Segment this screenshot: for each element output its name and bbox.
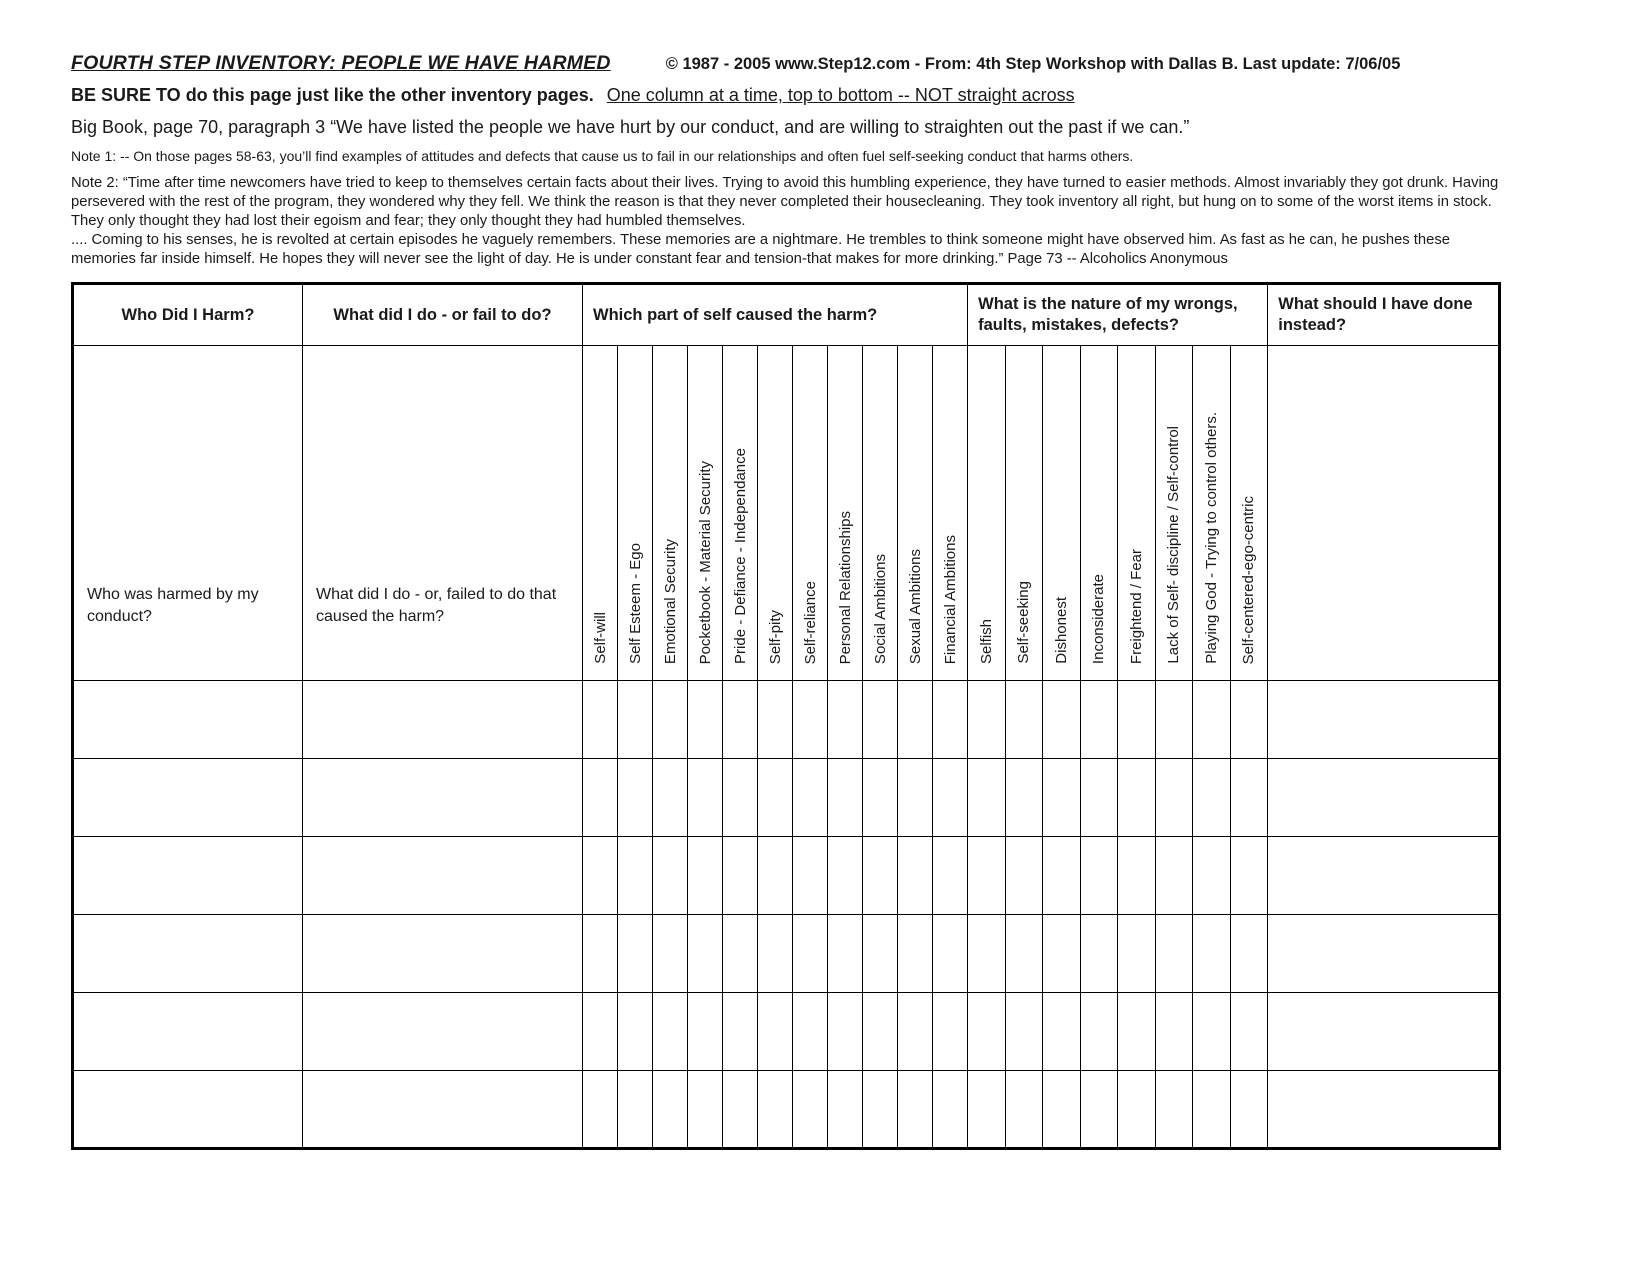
inventory-cell	[1268, 759, 1500, 837]
inventory-cell	[618, 759, 653, 837]
inventory-cell	[1268, 837, 1500, 915]
inventory-cell	[73, 681, 303, 759]
inventory-cell	[793, 759, 828, 837]
inventory-row	[73, 837, 1500, 915]
col-label-emotional-security: Emotional Security	[653, 346, 688, 681]
inventory-cell	[688, 915, 723, 993]
inventory-cell	[303, 837, 583, 915]
inventory-cell	[828, 915, 863, 993]
inventory-cell	[1043, 837, 1081, 915]
inventory-cell	[933, 681, 968, 759]
inventory-cell	[968, 759, 1006, 837]
inventory-cell	[1155, 759, 1193, 837]
inventory-cell	[653, 681, 688, 759]
header-line-1	[71, 52, 1651, 75]
col-label-self-will: Self-will	[583, 346, 618, 681]
inventory-cell	[793, 837, 828, 915]
inventory-cell	[898, 993, 933, 1071]
inventory-cell	[1043, 915, 1081, 993]
inventory-cell	[758, 993, 793, 1071]
inventory-cell	[1155, 681, 1193, 759]
inventory-cell	[618, 681, 653, 759]
inventory-cell	[1043, 759, 1081, 837]
col-label-selfish: Selfish	[968, 346, 1006, 681]
inventory-cell	[1230, 993, 1268, 1071]
inventory-cell	[758, 915, 793, 993]
inventory-cell	[303, 993, 583, 1071]
col-label-inconsiderate: Inconsiderate	[1080, 346, 1118, 681]
inventory-cell	[583, 681, 618, 759]
inventory-cell	[583, 1071, 618, 1149]
header-what-did-i-do: What did I do - or fail to do?	[303, 284, 583, 346]
inventory-cell	[1080, 681, 1118, 759]
inventory-cell	[688, 993, 723, 1071]
inventory-cell	[303, 1071, 583, 1149]
inventory-cell	[653, 915, 688, 993]
inventory-cell	[688, 681, 723, 759]
inventory-cell	[933, 993, 968, 1071]
inventory-cell	[618, 1071, 653, 1149]
col-label-personal-relationships: Personal Relationships	[828, 346, 863, 681]
inventory-cell	[1193, 681, 1231, 759]
inventory-cell	[793, 1071, 828, 1149]
inventory-cell	[1005, 759, 1043, 837]
inventory-cell	[1005, 1071, 1043, 1149]
inventory-cell	[1080, 759, 1118, 837]
inventory-cell	[1268, 915, 1500, 993]
inventory-cell	[1155, 915, 1193, 993]
header-line-2	[71, 85, 1651, 106]
note-1: Note 1: -- On those pages 58-63, you’ll find examples of attitudes and defects that cause us to fail in our relationships and often fuel self-seeking conduct that harms others.	[71, 148, 1134, 164]
inventory-cell	[863, 993, 898, 1071]
inventory-cell	[968, 1071, 1006, 1149]
inventory-cell	[723, 681, 758, 759]
inventory-cell	[828, 681, 863, 759]
inventory-cell	[653, 759, 688, 837]
inventory-cell	[1193, 915, 1231, 993]
inventory-cell	[1230, 837, 1268, 915]
inventory-cell	[1005, 837, 1043, 915]
col-label-self-esteem-ego: Self Esteem - Ego	[618, 346, 653, 681]
inventory-cell	[1118, 915, 1156, 993]
inventory-cell	[303, 759, 583, 837]
inventory-cell	[723, 837, 758, 915]
subheader-who-harmed: Who was harmed by my conduct?	[73, 346, 303, 681]
inventory-row	[73, 993, 1500, 1071]
inventory-row	[73, 681, 1500, 759]
inventory-cell	[793, 993, 828, 1071]
page-title: FOURTH STEP INVENTORY: PEOPLE WE HAVE HARMED	[71, 52, 611, 74]
header-nature-of-wrongs: What is the nature of my wrongs, faults, mistakes, defects?	[968, 284, 1268, 346]
note-2-paragraph-1: Note 2: “Time after time newcomers have tried to keep to themselves certain facts about their lives. Trying to avoid this humbling experience, they have turned to easier methods. Almost invariably they got drunk. Having persevered with the rest of the program, they wondered why they fell. We think the reason is that they never completed their housecleaning. They took inventory all right, but hung on to some of the worst items in stock. They only thought they had lost their egoism and fear; they only thought they had humbled themselves.	[71, 175, 1499, 229]
inventory-cell	[688, 837, 723, 915]
instruction-underline: One column at a time, top to bottom -- NOT straight across	[606, 85, 1075, 105]
inventory-cell	[863, 915, 898, 993]
inventory-cell	[828, 759, 863, 837]
inventory-cell	[73, 915, 303, 993]
inventory-cell	[968, 993, 1006, 1071]
inventory-cell	[1193, 759, 1231, 837]
inventory-cell	[723, 1071, 758, 1149]
inventory-cell	[1118, 993, 1156, 1071]
subheader-instead-empty	[1268, 346, 1500, 681]
inventory-body	[73, 681, 1500, 1149]
col-label-financial-ambitions: Financial Ambitions	[933, 346, 968, 681]
inventory-cell	[583, 759, 618, 837]
instruction-bold: BE SURE TO do this page just like the other inventory pages.	[71, 85, 594, 105]
inventory-cell	[793, 681, 828, 759]
inventory-cell	[758, 837, 793, 915]
inventory-cell	[1155, 993, 1193, 1071]
inventory-cell	[1268, 993, 1500, 1071]
inventory-cell	[723, 759, 758, 837]
inventory-cell	[863, 681, 898, 759]
inventory-cell	[583, 915, 618, 993]
inventory-cell	[758, 759, 793, 837]
inventory-cell	[1230, 759, 1268, 837]
inventory-cell	[1268, 681, 1500, 759]
inventory-cell	[1268, 1071, 1500, 1149]
inventory-cell	[583, 837, 618, 915]
inventory-cell	[1043, 681, 1081, 759]
inventory-row	[73, 1071, 1500, 1149]
inventory-cell	[1005, 993, 1043, 1071]
header-which-part-of-self: Which part of self caused the harm?	[583, 284, 968, 346]
inventory-cell	[73, 993, 303, 1071]
col-label-lack-of-self-discipline: Lack of Self- discipline / Self-control	[1155, 346, 1193, 681]
inventory-table	[71, 282, 1501, 1150]
inventory-cell	[793, 915, 828, 993]
inventory-cell	[828, 837, 863, 915]
col-label-pocketbook-material-security: Pocketbook - Material Security	[688, 346, 723, 681]
inventory-cell	[1230, 915, 1268, 993]
inventory-cell	[1080, 993, 1118, 1071]
col-label-pride-defiance-independance: Pride - Defiance - Independance	[723, 346, 758, 681]
inventory-cell	[1080, 915, 1118, 993]
inventory-cell	[898, 915, 933, 993]
inventory-cell	[1118, 1071, 1156, 1149]
inventory-cell	[758, 1071, 793, 1149]
col-label-self-centered-ego-centric: Self-centered-ego-centric	[1230, 346, 1268, 681]
inventory-cell	[1043, 1071, 1081, 1149]
inventory-cell	[303, 915, 583, 993]
inventory-cell	[1118, 681, 1156, 759]
col-label-playing-god: Playing God - Trying to control others.	[1193, 346, 1231, 681]
inventory-cell	[933, 837, 968, 915]
header-what-instead: What should I have done instead?	[1268, 284, 1500, 346]
inventory-cell	[303, 681, 583, 759]
inventory-cell	[1230, 1071, 1268, 1149]
note-2	[71, 174, 1503, 269]
inventory-cell	[1155, 1071, 1193, 1149]
inventory-cell	[618, 993, 653, 1071]
col-label-self-reliance: Self-reliance	[793, 346, 828, 681]
inventory-cell	[1080, 1071, 1118, 1149]
inventory-cell	[1118, 759, 1156, 837]
note-2-paragraph-2: .... Coming to his senses, he is revolted at certain episodes he vaguely remembers. These memories are a nightmare. He trembles to think someone might have observed him. As fast as he can, he pushes these memories far inside himself. He hopes they will never see the light of day. He is under constant fear and tension-that makes for more drinking.” Page 73 -- Alcoholics Anonymous	[71, 232, 1451, 267]
inventory-cell	[828, 993, 863, 1071]
inventory-cell	[688, 1071, 723, 1149]
col-label-freightend-fear: Freightend / Fear	[1118, 346, 1156, 681]
inventory-cell	[73, 837, 303, 915]
inventory-cell	[653, 1071, 688, 1149]
col-label-dishonest: Dishonest	[1043, 346, 1081, 681]
copyright-text: © 1987 - 2005 www.Step12.com - From: 4th Step Workshop with Dallas B. Last update: 7/06/05	[665, 55, 1401, 73]
inventory-cell	[968, 837, 1006, 915]
inventory-cell	[898, 759, 933, 837]
inventory-cell	[933, 915, 968, 993]
inventory-cell	[898, 837, 933, 915]
inventory-cell	[933, 1071, 968, 1149]
inventory-cell	[933, 759, 968, 837]
inventory-cell	[1193, 1071, 1231, 1149]
col-label-sexual-ambitions: Sexual Ambitions	[898, 346, 933, 681]
bigbook-quote: Big Book, page 70, paragraph 3 “We have listed the people we have hurt by our conduct, and are willing to straighten out the past if we can.”	[71, 117, 1190, 137]
inventory-cell	[968, 915, 1006, 993]
inventory-cell	[968, 681, 1006, 759]
inventory-cell	[618, 915, 653, 993]
inventory-cell	[1080, 837, 1118, 915]
col-label-social-ambitions: Social Ambitions	[863, 346, 898, 681]
inventory-cell	[1230, 681, 1268, 759]
inventory-cell	[863, 1071, 898, 1149]
inventory-cell	[73, 1071, 303, 1149]
inventory-cell	[1043, 993, 1081, 1071]
col-label-self-pity: Self-pity	[758, 346, 793, 681]
sub-header-row	[73, 346, 1500, 681]
inventory-cell	[758, 681, 793, 759]
inventory-cell	[898, 681, 933, 759]
inventory-cell	[618, 837, 653, 915]
subheader-what-did-i-do: What did I do - or, failed to do that caused the harm?	[303, 346, 583, 681]
inventory-cell	[828, 1071, 863, 1149]
inventory-row	[73, 759, 1500, 837]
inventory-cell	[863, 759, 898, 837]
inventory-cell	[653, 993, 688, 1071]
inventory-cell	[1155, 837, 1193, 915]
inventory-cell	[1005, 681, 1043, 759]
inventory-cell	[898, 1071, 933, 1149]
inventory-cell	[583, 993, 618, 1071]
inventory-cell	[1005, 915, 1043, 993]
inventory-cell	[863, 837, 898, 915]
inventory-cell	[653, 837, 688, 915]
header-who-did-i-harm: Who Did I Harm?	[73, 284, 303, 346]
inventory-row	[73, 915, 1500, 993]
inventory-cell	[1193, 993, 1231, 1071]
inventory-cell	[73, 759, 303, 837]
inventory-cell	[723, 915, 758, 993]
inventory-cell	[688, 759, 723, 837]
inventory-cell	[1193, 837, 1231, 915]
inventory-cell	[1118, 837, 1156, 915]
col-label-self-seeking: Self-seeking	[1005, 346, 1043, 681]
group-header-row	[73, 284, 1500, 346]
inventory-cell	[723, 993, 758, 1071]
